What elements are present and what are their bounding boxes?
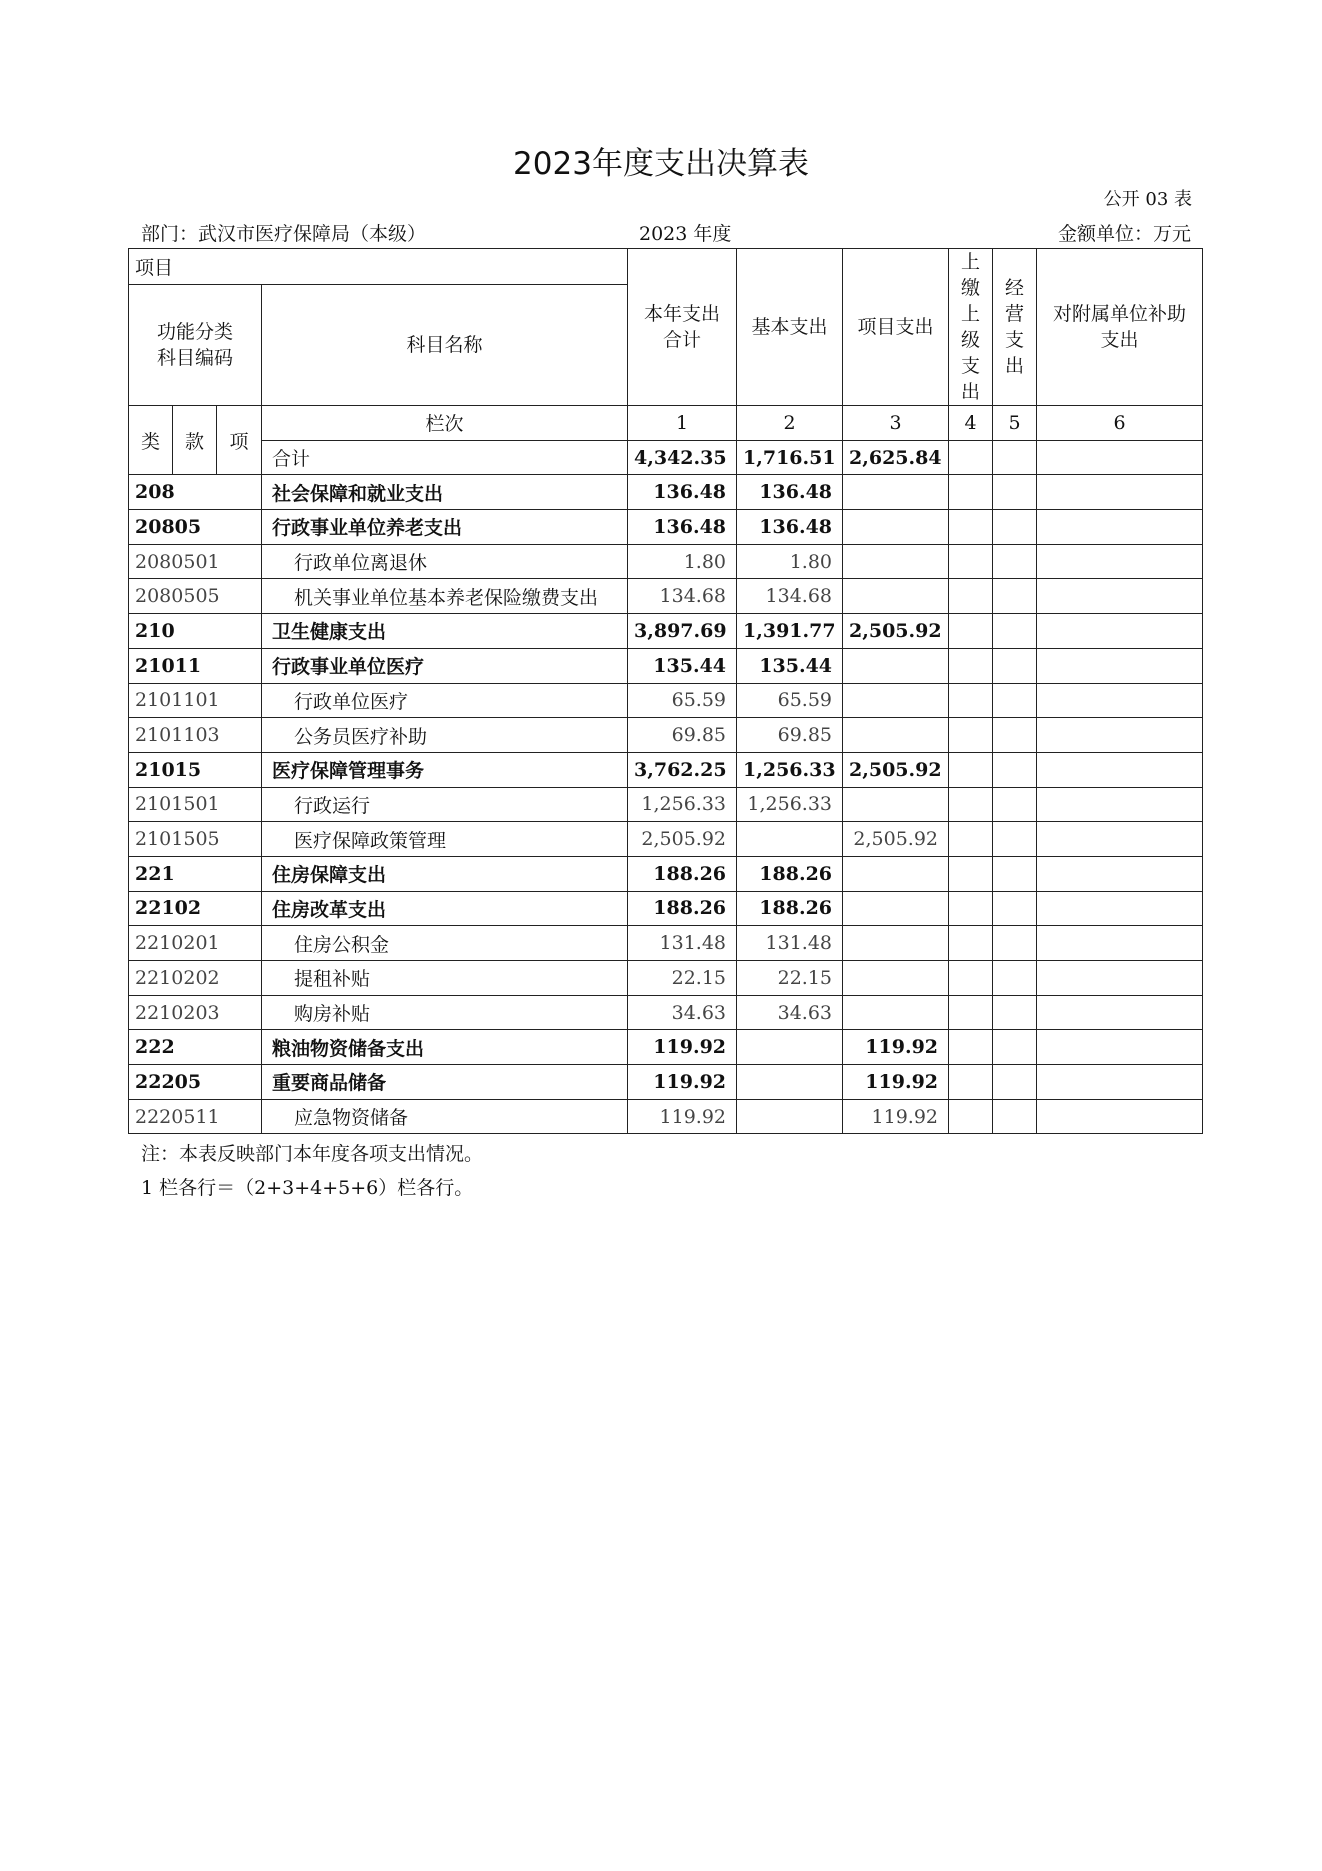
row-operating: [993, 718, 1037, 753]
row-upper: [949, 891, 993, 926]
table-row: [129, 961, 1203, 996]
total-basic: 1,716.51: [737, 440, 843, 475]
row-basic: 135.44: [737, 648, 843, 683]
meta-line: [141, 219, 1191, 245]
row-name: 卫生健康支出: [262, 614, 628, 649]
row-operating: [993, 752, 1037, 787]
row-basic: 1,391.77: [737, 614, 843, 649]
row-operating: [993, 787, 1037, 822]
row-subsidiary: [1037, 579, 1203, 614]
row-upper: [949, 787, 993, 822]
row-operating: [993, 579, 1037, 614]
row-operating: [993, 995, 1037, 1030]
row-subsidiary: [1037, 718, 1203, 753]
header-basic: 基本支出: [737, 249, 843, 406]
row-operating: [993, 961, 1037, 996]
data-rows: [129, 475, 1203, 1134]
table-row: [129, 544, 1203, 579]
row-code: 21011: [129, 648, 262, 683]
row-operating: [993, 475, 1037, 510]
header-subsidiary: 对附属单位补助 支出: [1037, 249, 1203, 406]
table-row: [129, 510, 1203, 545]
row-basic: 136.48: [737, 475, 843, 510]
row-code: 222: [129, 1030, 262, 1065]
table-row: [129, 995, 1203, 1030]
row-name: 提租补贴: [262, 961, 628, 996]
row-name: 行政事业单位医疗: [262, 648, 628, 683]
row-upper: [949, 614, 993, 649]
row-operating: [993, 1065, 1037, 1100]
note-line: 1 栏各行＝（2+3+4+5+6）栏各行。: [141, 1177, 474, 1199]
row-subsidiary: [1037, 1030, 1203, 1065]
row-total: 119.92: [628, 1030, 737, 1065]
row-total: 188.26: [628, 856, 737, 891]
row-operating: [993, 614, 1037, 649]
row-subsidiary: [1037, 544, 1203, 579]
col-num: 5: [993, 406, 1037, 441]
header-total: 本年支出 合计: [628, 249, 737, 406]
table-row: [129, 752, 1203, 787]
header-item: 项目: [129, 249, 628, 285]
row-code: 210: [129, 614, 262, 649]
row-code: 2101101: [129, 683, 262, 718]
row-project: [843, 683, 949, 718]
row-name: 机关事业单位基本养老保险缴费支出: [262, 579, 628, 614]
header-entry: 项: [217, 406, 262, 475]
row-project: [843, 579, 949, 614]
row-total: 134.68: [628, 579, 737, 614]
row-operating: [993, 648, 1037, 683]
row-operating: [993, 1030, 1037, 1065]
row-basic: 188.26: [737, 856, 843, 891]
row-project: 119.92: [843, 1099, 949, 1134]
row-operating: [993, 822, 1037, 857]
total-project: 2,625.84: [843, 440, 949, 475]
row-name: 行政运行: [262, 787, 628, 822]
row-subsidiary: [1037, 891, 1203, 926]
row-name: 社会保障和就业支出: [262, 475, 628, 510]
row-upper: [949, 579, 993, 614]
col-num: 3: [843, 406, 949, 441]
row-project: [843, 475, 949, 510]
total-subsidiary: [1037, 440, 1203, 475]
row-name: 公务员医疗补助: [262, 718, 628, 753]
row-code: 22205: [129, 1065, 262, 1100]
row-operating: [993, 926, 1037, 961]
header-func-code: 功能分类 科目编码: [129, 285, 262, 406]
row-project: [843, 787, 949, 822]
row-operating: [993, 544, 1037, 579]
row-code: 2210201: [129, 926, 262, 961]
col-num: 4: [949, 406, 993, 441]
row-code: 22102: [129, 891, 262, 926]
row-code: 221: [129, 856, 262, 891]
row-upper: [949, 926, 993, 961]
row-code: 208: [129, 475, 262, 510]
total-label: 合计: [262, 440, 628, 475]
row-subsidiary: [1037, 475, 1203, 510]
row-total: 131.48: [628, 926, 737, 961]
row-project: [843, 510, 949, 545]
row-upper: [949, 475, 993, 510]
header-upper-remittance: 上缴上级支出: [949, 249, 993, 406]
row-upper: [949, 961, 993, 996]
row-subsidiary: [1037, 787, 1203, 822]
row-total: 3,762.25: [628, 752, 737, 787]
col-num: 1: [628, 406, 737, 441]
table-row: [129, 856, 1203, 891]
row-code: 2210202: [129, 961, 262, 996]
row-basic: 188.26: [737, 891, 843, 926]
row-basic: 69.85: [737, 718, 843, 753]
row-subsidiary: [1037, 683, 1203, 718]
row-upper: [949, 510, 993, 545]
row-code: 2210203: [129, 995, 262, 1030]
row-upper: [949, 718, 993, 753]
row-upper: [949, 1099, 993, 1134]
row-total: 119.92: [628, 1065, 737, 1100]
header-section: 款: [173, 406, 217, 475]
row-subsidiary: [1037, 648, 1203, 683]
row-name: 应急物资储备: [262, 1099, 628, 1134]
department-label: 部门：武汉市医疗保障局（本级）: [141, 223, 427, 245]
row-subsidiary: [1037, 614, 1203, 649]
row-basic: [737, 822, 843, 857]
row-basic: [737, 1030, 843, 1065]
header-project: 项目支出: [843, 249, 949, 406]
total-amount: 4,342.35: [628, 440, 737, 475]
row-project: [843, 961, 949, 996]
row-basic: 65.59: [737, 683, 843, 718]
row-project: 119.92: [843, 1065, 949, 1100]
row-total: 3,897.69: [628, 614, 737, 649]
fiscal-year-label: 2023 年度: [639, 223, 732, 245]
row-subsidiary: [1037, 1099, 1203, 1134]
notes: [141, 1137, 483, 1205]
row-code: 2080501: [129, 544, 262, 579]
row-upper: [949, 1030, 993, 1065]
row-total: 69.85: [628, 718, 737, 753]
row-subsidiary: [1037, 752, 1203, 787]
form-number: 公开 03 表: [1103, 189, 1192, 210]
row-total: 1.80: [628, 544, 737, 579]
row-total: 136.48: [628, 475, 737, 510]
row-total: 34.63: [628, 995, 737, 1030]
row-basic: 134.68: [737, 579, 843, 614]
row-total: 22.15: [628, 961, 737, 996]
table-row: [129, 1030, 1203, 1065]
row-upper: [949, 544, 993, 579]
row-upper: [949, 856, 993, 891]
total-operating: [993, 440, 1037, 475]
row-upper: [949, 648, 993, 683]
table-row: [129, 579, 1203, 614]
table-row: [129, 614, 1203, 649]
row-operating: [993, 510, 1037, 545]
note-line: 注：本表反映部门本年度各项支出情况。: [141, 1143, 484, 1165]
row-project: 2,505.92: [843, 822, 949, 857]
row-upper: [949, 822, 993, 857]
row-upper: [949, 752, 993, 787]
row-basic: 131.48: [737, 926, 843, 961]
page-title: 2023年度支出决算表: [513, 146, 809, 182]
row-total: 2,505.92: [628, 822, 737, 857]
row-name: 行政事业单位养老支出: [262, 510, 628, 545]
row-name: 医疗保障管理事务: [262, 752, 628, 787]
expenditure-table: [128, 248, 1203, 1134]
header-operating: 经营支出: [993, 249, 1037, 406]
row-project: 2,505.92: [843, 752, 949, 787]
total-row: [129, 440, 1203, 475]
col-num: 2: [737, 406, 843, 441]
row-basic: 1,256.33: [737, 787, 843, 822]
row-upper: [949, 1065, 993, 1100]
row-upper: [949, 995, 993, 1030]
row-subsidiary: [1037, 995, 1203, 1030]
row-total: 135.44: [628, 648, 737, 683]
row-project: 119.92: [843, 1030, 949, 1065]
row-operating: [993, 856, 1037, 891]
row-name: 重要商品储备: [262, 1065, 628, 1100]
row-code: 2101103: [129, 718, 262, 753]
row-operating: [993, 683, 1037, 718]
row-code: 21015: [129, 752, 262, 787]
row-project: [843, 544, 949, 579]
row-code: 2101505: [129, 822, 262, 857]
row-project: [843, 926, 949, 961]
row-basic: 22.15: [737, 961, 843, 996]
table-row: [129, 475, 1203, 510]
row-basic: 1,256.33: [737, 752, 843, 787]
row-name: 住房公积金: [262, 926, 628, 961]
row-total: 1,256.33: [628, 787, 737, 822]
row-name: 住房改革支出: [262, 891, 628, 926]
row-subsidiary: [1037, 856, 1203, 891]
row-code: 2101501: [129, 787, 262, 822]
header-col-label: 栏次: [262, 406, 628, 441]
row-subsidiary: [1037, 961, 1203, 996]
amount-unit-label: 金额单位：万元: [1057, 223, 1191, 245]
header-subject-name: 科目名称: [262, 285, 628, 406]
row-project: [843, 995, 949, 1030]
row-name: 粮油物资储备支出: [262, 1030, 628, 1065]
row-operating: [993, 1099, 1037, 1134]
row-name: 购房补贴: [262, 995, 628, 1030]
row-subsidiary: [1037, 822, 1203, 857]
row-project: [843, 856, 949, 891]
row-name: 住房保障支出: [262, 856, 628, 891]
table-row: [129, 822, 1203, 857]
table-row: [129, 926, 1203, 961]
row-basic: 136.48: [737, 510, 843, 545]
row-project: [843, 648, 949, 683]
row-total: 65.59: [628, 683, 737, 718]
col-num: 6: [1037, 406, 1203, 441]
row-basic: 1.80: [737, 544, 843, 579]
row-name: 医疗保障政策管理: [262, 822, 628, 857]
row-total: 188.26: [628, 891, 737, 926]
table-row: [129, 787, 1203, 822]
table-row: [129, 891, 1203, 926]
row-subsidiary: [1037, 510, 1203, 545]
row-operating: [993, 891, 1037, 926]
row-subsidiary: [1037, 926, 1203, 961]
row-basic: [737, 1065, 843, 1100]
header-class: 类: [129, 406, 173, 475]
table-row: [129, 718, 1203, 753]
row-project: [843, 718, 949, 753]
row-total: 119.92: [628, 1099, 737, 1134]
row-name: 行政单位离退休: [262, 544, 628, 579]
table-row: [129, 1099, 1203, 1134]
row-basic: 34.63: [737, 995, 843, 1030]
table-row: [129, 1065, 1203, 1100]
row-subsidiary: [1037, 1065, 1203, 1100]
row-code: 2080505: [129, 579, 262, 614]
table-row: [129, 648, 1203, 683]
row-upper: [949, 683, 993, 718]
row-code: 2220511: [129, 1099, 262, 1134]
row-name: 行政单位医疗: [262, 683, 628, 718]
row-total: 136.48: [628, 510, 737, 545]
table-row: [129, 683, 1203, 718]
row-code: 20805: [129, 510, 262, 545]
total-upper: [949, 440, 993, 475]
row-project: 2,505.92: [843, 614, 949, 649]
row-basic: [737, 1099, 843, 1134]
row-project: [843, 891, 949, 926]
